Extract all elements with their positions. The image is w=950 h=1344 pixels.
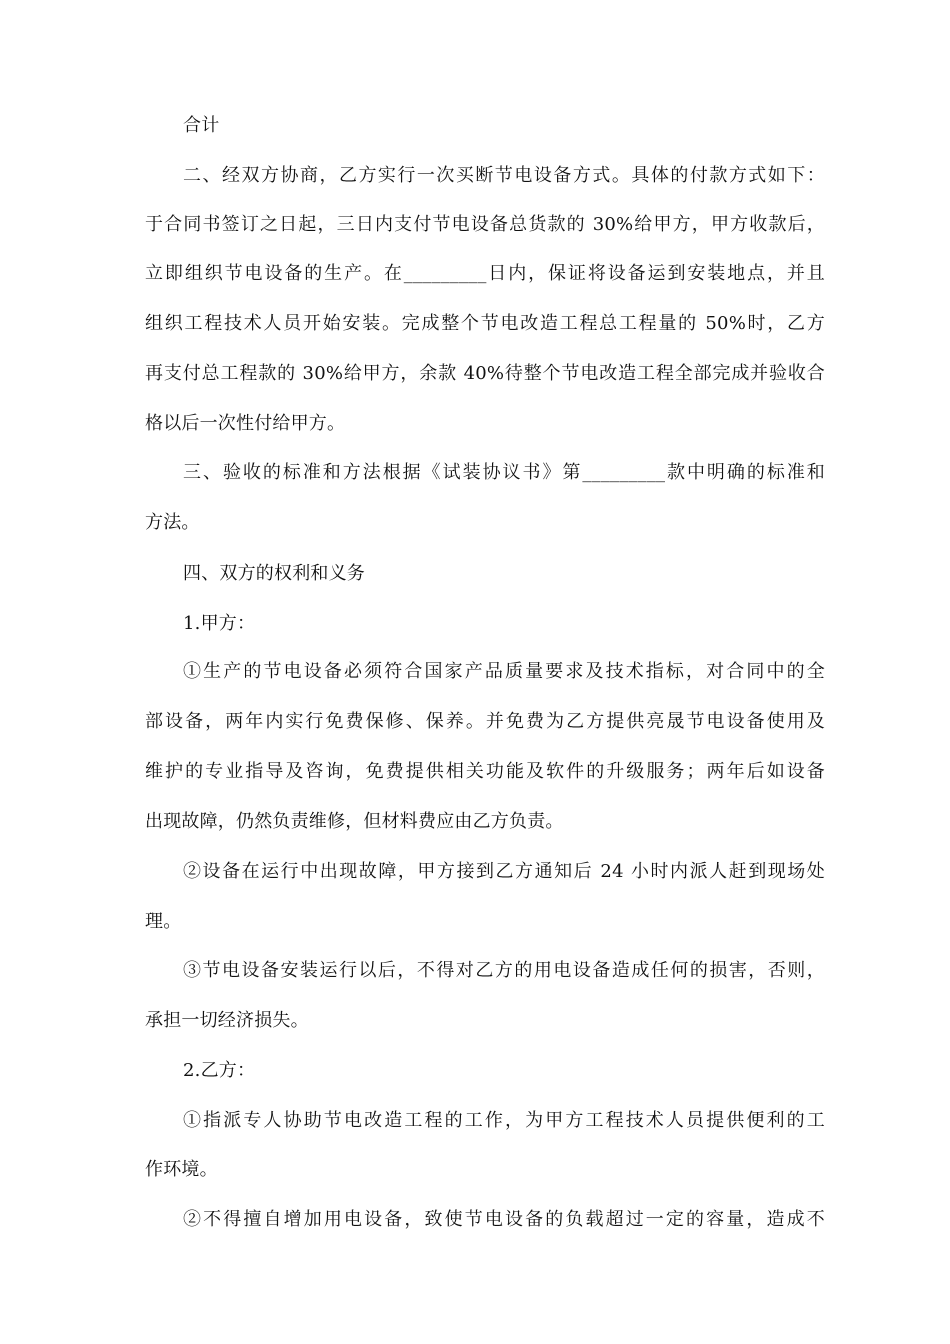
- text-line: 部设备，两年内实行免费保修、保养。并免费为乙方提供亮晟节电设备使用及: [145, 711, 825, 732]
- text-line: 出现故障，仍然负责维修，但材料费应由乙方负责。: [145, 811, 564, 832]
- text-line-section-2: 二、经双方协商，乙方实行一次买断节电设备方式。具体的付款方式如下：: [183, 165, 825, 186]
- text-line-item: ②设备在运行中出现故障，甲方接到乙方通知后 24 小时内派人赶到现场处: [183, 861, 825, 882]
- text-line-party-b: 2.乙方：: [183, 1060, 256, 1081]
- text-line-item: ②不得擅自增加用电设备，致使节电设备的负载超过一定的容量，造成不: [183, 1209, 825, 1230]
- text-line: 作环境。: [145, 1159, 218, 1180]
- text-line-item: ①指派专人协助节电改造工程的工作，为甲方工程技术人员提供便利的工: [183, 1110, 825, 1131]
- text-line: 维护的专业指导及咨询，免费提供相关功能及软件的升级服务；两年后如设备: [145, 761, 825, 782]
- text-line-section-4: 四、双方的权利和义务: [183, 563, 365, 584]
- text-line: 立即组织节电设备的生产。在_________日内，保证将设备运到安装地点，并且: [145, 263, 825, 284]
- text-line: 格以后一次性付给甲方。: [145, 413, 346, 434]
- text-line-section-3: 三、验收的标准和方法根据《试装协议书》第_________款中明确的标准和: [183, 462, 825, 483]
- text-line: 于合同书签订之日起，三日内支付节电设备总货款的 30%给甲方，甲方收款后，: [145, 214, 825, 235]
- text-line: 承担一切经济损失。: [145, 1010, 309, 1031]
- text-line: 再支付总工程款的 30%给甲方，余款 40%待整个节电改造工程全部完成并验收合: [145, 363, 825, 384]
- text-line-item: ①生产的节电设备必须符合国家产品质量要求及技术指标，对合同中的全: [183, 661, 825, 682]
- text-line-total: 合计: [183, 115, 220, 136]
- text-line: 组织工程技术人员开始安装。完成整个节电改造工程总工程量的 50%时，乙方: [145, 313, 825, 334]
- text-line-party-a: 1.甲方：: [183, 613, 256, 634]
- text-line-item: ③节电设备安装运行以后，不得对乙方的用电设备造成任何的损害，否则，: [183, 960, 825, 981]
- text-line: 理。: [145, 911, 182, 932]
- text-line: 方法。: [145, 512, 200, 533]
